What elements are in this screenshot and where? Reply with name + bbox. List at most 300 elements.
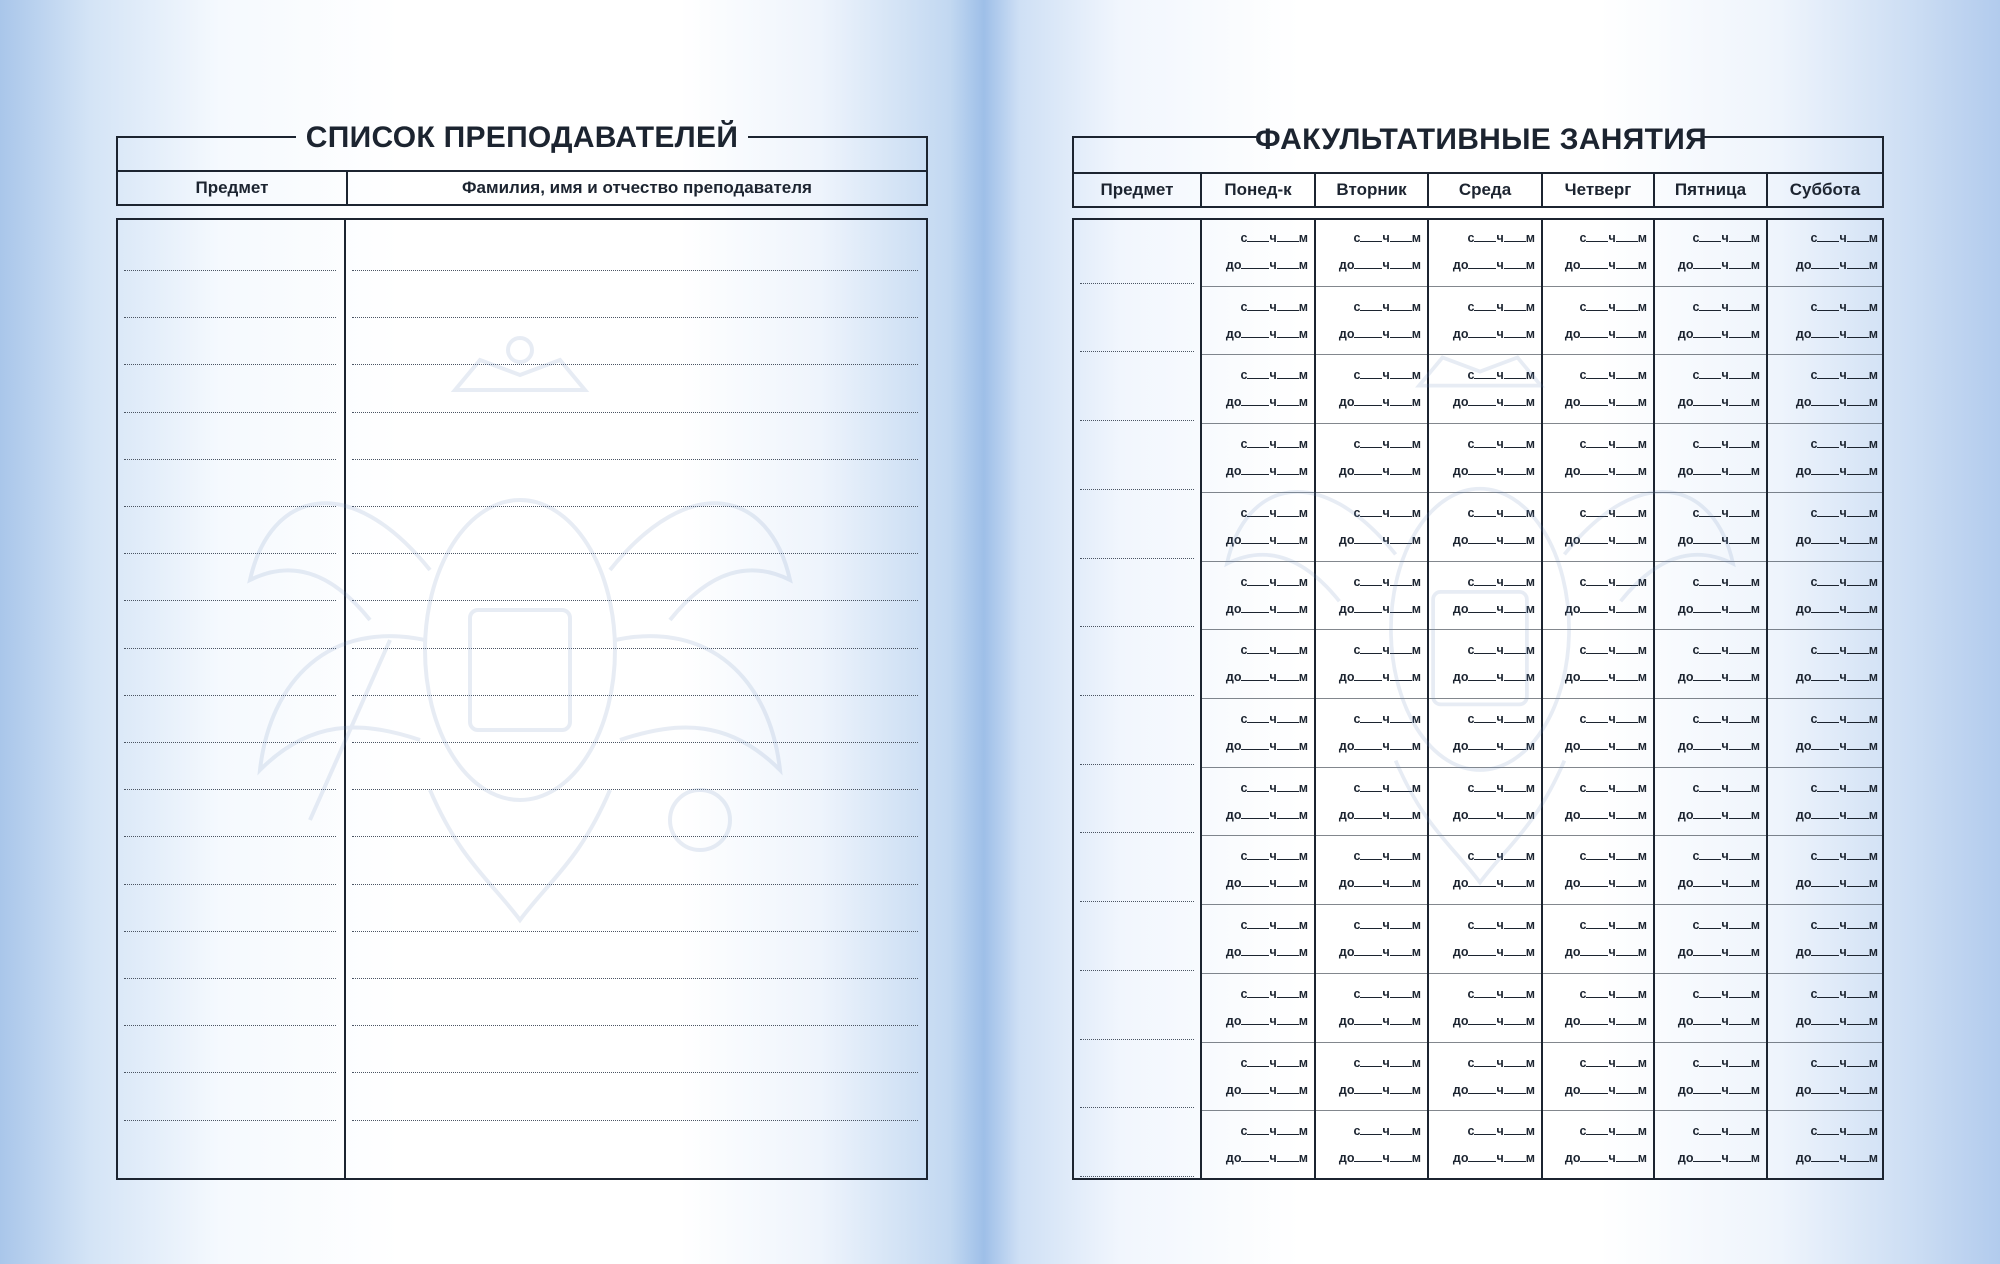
from-prefix: с bbox=[1810, 918, 1818, 932]
time-to-slot[interactable] bbox=[1549, 945, 1647, 959]
time-to-slot[interactable] bbox=[1549, 1151, 1647, 1165]
from-prefix: с bbox=[1579, 1056, 1587, 1070]
hour-abbr: ч bbox=[1839, 575, 1847, 589]
subject-write-line[interactable] bbox=[124, 978, 336, 979]
minute-abbr: м bbox=[1637, 876, 1647, 890]
time-to-slot[interactable] bbox=[1549, 1014, 1647, 1028]
from-prefix: с bbox=[1240, 368, 1248, 382]
minute-abbr: м bbox=[1868, 849, 1878, 863]
time-to-slot[interactable] bbox=[1774, 602, 1878, 616]
time-from-slot[interactable] bbox=[1549, 918, 1647, 932]
hour-abbr: ч bbox=[1496, 533, 1504, 547]
elective-subject-line[interactable] bbox=[1080, 351, 1194, 352]
hour-abbr: ч bbox=[1496, 987, 1504, 1001]
hour-abbr: ч bbox=[1839, 808, 1847, 822]
minute-abbr: м bbox=[1411, 464, 1421, 478]
time-from-slot[interactable] bbox=[1661, 1056, 1760, 1070]
to-prefix: до bbox=[1452, 670, 1469, 684]
to-prefix: до bbox=[1795, 808, 1812, 822]
time-from-slot[interactable] bbox=[1208, 1124, 1308, 1138]
time-to-slot[interactable] bbox=[1208, 1083, 1308, 1097]
to-prefix: до bbox=[1564, 533, 1581, 547]
from-prefix: с bbox=[1579, 712, 1587, 726]
from-prefix: с bbox=[1810, 987, 1818, 1001]
time-from-slot[interactable] bbox=[1435, 918, 1535, 932]
time-to-slot[interactable] bbox=[1549, 1083, 1647, 1097]
time-to-slot[interactable] bbox=[1774, 395, 1878, 409]
hour-abbr: ч bbox=[1839, 739, 1847, 753]
to-prefix: до bbox=[1338, 739, 1355, 753]
from-prefix: с bbox=[1240, 231, 1248, 245]
to-prefix: до bbox=[1225, 739, 1242, 753]
time-to-slot[interactable] bbox=[1774, 945, 1878, 959]
time-to-slot[interactable] bbox=[1661, 1014, 1760, 1028]
header-day: Пятница bbox=[1655, 174, 1768, 206]
time-from-slot[interactable] bbox=[1322, 300, 1421, 314]
to-prefix: до bbox=[1338, 1014, 1355, 1028]
hour-abbr: ч bbox=[1269, 781, 1277, 795]
minute-abbr: м bbox=[1411, 781, 1421, 795]
from-prefix: с bbox=[1353, 437, 1361, 451]
minute-abbr: м bbox=[1868, 575, 1878, 589]
minute-abbr: м bbox=[1411, 506, 1421, 520]
minute-abbr: м bbox=[1298, 1083, 1308, 1097]
hour-abbr: ч bbox=[1496, 876, 1504, 890]
minute-abbr: м bbox=[1525, 876, 1535, 890]
from-prefix: с bbox=[1240, 712, 1248, 726]
from-prefix: с bbox=[1353, 1124, 1361, 1138]
time-to-slot[interactable] bbox=[1549, 258, 1647, 272]
hour-abbr: ч bbox=[1721, 712, 1729, 726]
time-to-slot[interactable] bbox=[1435, 1083, 1535, 1097]
to-prefix: до bbox=[1338, 258, 1355, 272]
from-prefix: с bbox=[1353, 849, 1361, 863]
time-to-slot[interactable] bbox=[1661, 258, 1760, 272]
hour-abbr: ч bbox=[1721, 849, 1729, 863]
minute-abbr: м bbox=[1637, 533, 1647, 547]
hour-abbr: ч bbox=[1608, 945, 1616, 959]
hour-abbr: ч bbox=[1608, 1056, 1616, 1070]
to-prefix: до bbox=[1338, 464, 1355, 478]
to-prefix: до bbox=[1795, 533, 1812, 547]
hour-abbr: ч bbox=[1382, 643, 1390, 657]
minute-abbr: м bbox=[1298, 258, 1308, 272]
minute-abbr: м bbox=[1298, 231, 1308, 245]
minute-abbr: м bbox=[1637, 437, 1647, 451]
hour-abbr: ч bbox=[1721, 643, 1729, 657]
hour-abbr: ч bbox=[1721, 506, 1729, 520]
time-from-slot[interactable] bbox=[1661, 987, 1760, 1001]
from-prefix: с bbox=[1467, 575, 1475, 589]
to-prefix: до bbox=[1452, 464, 1469, 478]
from-prefix: с bbox=[1353, 300, 1361, 314]
time-from-slot[interactable] bbox=[1549, 300, 1647, 314]
minute-abbr: м bbox=[1750, 918, 1760, 932]
time-from-slot[interactable] bbox=[1774, 781, 1878, 795]
to-prefix: до bbox=[1338, 533, 1355, 547]
from-prefix: с bbox=[1579, 300, 1587, 314]
time-to-slot[interactable] bbox=[1322, 945, 1421, 959]
to-prefix: до bbox=[1225, 670, 1242, 684]
time-from-slot[interactable] bbox=[1549, 1056, 1647, 1070]
time-from-slot[interactable] bbox=[1774, 575, 1878, 589]
time-to-slot[interactable] bbox=[1774, 258, 1878, 272]
time-to-slot[interactable] bbox=[1774, 327, 1878, 341]
elective-subject-line[interactable] bbox=[1080, 420, 1194, 421]
hour-abbr: ч bbox=[1721, 1151, 1729, 1165]
to-prefix: до bbox=[1564, 739, 1581, 753]
to-prefix: до bbox=[1795, 1083, 1812, 1097]
hour-abbr: ч bbox=[1269, 437, 1277, 451]
minute-abbr: м bbox=[1298, 849, 1308, 863]
hour-abbr: ч bbox=[1839, 258, 1847, 272]
hour-abbr: ч bbox=[1608, 327, 1616, 341]
time-from-slot[interactable] bbox=[1774, 1124, 1878, 1138]
hour-abbr: ч bbox=[1608, 368, 1616, 382]
from-prefix: с bbox=[1692, 506, 1700, 520]
to-prefix: до bbox=[1338, 395, 1355, 409]
minute-abbr: м bbox=[1411, 876, 1421, 890]
time-to-slot[interactable] bbox=[1774, 464, 1878, 478]
time-to-slot[interactable] bbox=[1322, 1014, 1421, 1028]
elective-subject-line[interactable] bbox=[1080, 1176, 1194, 1177]
minute-abbr: м bbox=[1750, 1151, 1760, 1165]
minute-abbr: м bbox=[1868, 1014, 1878, 1028]
time-to-slot[interactable] bbox=[1661, 1083, 1760, 1097]
time-from-slot[interactable] bbox=[1208, 1056, 1308, 1070]
minute-abbr: м bbox=[1637, 300, 1647, 314]
header-day: Понед-к bbox=[1202, 174, 1316, 206]
minute-abbr: м bbox=[1750, 231, 1760, 245]
from-prefix: с bbox=[1467, 1124, 1475, 1138]
to-prefix: до bbox=[1338, 876, 1355, 890]
to-prefix: до bbox=[1564, 1014, 1581, 1028]
time-from-slot[interactable] bbox=[1549, 1124, 1647, 1138]
minute-abbr: м bbox=[1750, 395, 1760, 409]
minute-abbr: м bbox=[1750, 327, 1760, 341]
time-from-slot[interactable] bbox=[1435, 987, 1535, 1001]
time-from-slot[interactable] bbox=[1774, 506, 1878, 520]
teacher-write-line[interactable] bbox=[352, 1025, 918, 1026]
from-prefix: с bbox=[1240, 300, 1248, 314]
title-rule-right bbox=[748, 136, 928, 138]
time-to-slot[interactable] bbox=[1208, 945, 1308, 959]
teacher-write-line[interactable] bbox=[352, 317, 918, 318]
to-prefix: до bbox=[1795, 1014, 1812, 1028]
to-prefix: до bbox=[1677, 258, 1694, 272]
from-prefix: с bbox=[1467, 712, 1475, 726]
electives-table-header bbox=[1072, 172, 1884, 208]
time-to-slot[interactable] bbox=[1774, 533, 1878, 547]
teachers-list-title: СПИСОК ПРЕПОДАВАТЕЛЕЙ bbox=[305, 121, 739, 154]
hour-abbr: ч bbox=[1496, 395, 1504, 409]
hour-abbr: ч bbox=[1496, 575, 1504, 589]
teacher-write-line[interactable] bbox=[352, 1072, 918, 1073]
hour-abbr: ч bbox=[1496, 712, 1504, 726]
minute-abbr: м bbox=[1750, 987, 1760, 1001]
hour-abbr: ч bbox=[1608, 849, 1616, 863]
elective-subject-line[interactable] bbox=[1080, 1039, 1194, 1040]
minute-abbr: м bbox=[1298, 300, 1308, 314]
minute-abbr: м bbox=[1298, 1151, 1308, 1165]
minute-abbr: м bbox=[1637, 1056, 1647, 1070]
hour-abbr: ч bbox=[1839, 395, 1847, 409]
to-prefix: до bbox=[1677, 533, 1694, 547]
hour-abbr: ч bbox=[1608, 575, 1616, 589]
hour-abbr: ч bbox=[1608, 506, 1616, 520]
to-prefix: до bbox=[1564, 258, 1581, 272]
row-separator bbox=[1200, 973, 1884, 974]
time-from-slot[interactable] bbox=[1322, 231, 1421, 245]
hour-abbr: ч bbox=[1269, 739, 1277, 753]
from-prefix: с bbox=[1353, 575, 1361, 589]
teacher-write-line[interactable] bbox=[352, 1120, 918, 1121]
hour-abbr: ч bbox=[1608, 300, 1616, 314]
time-from-slot[interactable] bbox=[1774, 368, 1878, 382]
hour-abbr: ч bbox=[1496, 231, 1504, 245]
to-prefix: до bbox=[1677, 670, 1694, 684]
time-to-slot[interactable] bbox=[1208, 258, 1308, 272]
header-subject: Предмет bbox=[118, 172, 348, 204]
time-from-slot[interactable] bbox=[1208, 918, 1308, 932]
to-prefix: до bbox=[1225, 1083, 1242, 1097]
time-from-slot[interactable] bbox=[1549, 231, 1647, 245]
time-to-slot[interactable] bbox=[1435, 258, 1535, 272]
hour-abbr: ч bbox=[1382, 1151, 1390, 1165]
from-prefix: с bbox=[1810, 712, 1818, 726]
minute-abbr: м bbox=[1637, 987, 1647, 1001]
minute-abbr: м bbox=[1868, 670, 1878, 684]
hour-abbr: ч bbox=[1608, 670, 1616, 684]
to-prefix: до bbox=[1452, 1151, 1469, 1165]
time-from-slot[interactable] bbox=[1208, 231, 1308, 245]
minute-abbr: м bbox=[1637, 945, 1647, 959]
time-from-slot[interactable] bbox=[1435, 231, 1535, 245]
time-to-slot[interactable] bbox=[1208, 1014, 1308, 1028]
hour-abbr: ч bbox=[1721, 231, 1729, 245]
minute-abbr: м bbox=[1298, 712, 1308, 726]
elective-subject-line[interactable] bbox=[1080, 695, 1194, 696]
to-prefix: до bbox=[1338, 808, 1355, 822]
subject-write-line[interactable] bbox=[124, 270, 336, 271]
from-prefix: с bbox=[1240, 918, 1248, 932]
time-to-slot[interactable] bbox=[1774, 876, 1878, 890]
to-prefix: до bbox=[1225, 602, 1242, 616]
minute-abbr: м bbox=[1298, 575, 1308, 589]
elective-subject-line[interactable] bbox=[1080, 832, 1194, 833]
minute-abbr: м bbox=[1525, 1083, 1535, 1097]
minute-abbr: м bbox=[1637, 327, 1647, 341]
minute-abbr: м bbox=[1868, 300, 1878, 314]
time-to-slot[interactable] bbox=[1774, 670, 1878, 684]
minute-abbr: м bbox=[1525, 327, 1535, 341]
hour-abbr: ч bbox=[1269, 258, 1277, 272]
subject-write-line[interactable] bbox=[124, 1072, 336, 1073]
time-to-slot[interactable] bbox=[1774, 1083, 1878, 1097]
time-from-slot[interactable] bbox=[1322, 918, 1421, 932]
time-to-slot[interactable] bbox=[1322, 258, 1421, 272]
teacher-write-line[interactable] bbox=[352, 978, 918, 979]
minute-abbr: м bbox=[1750, 670, 1760, 684]
from-prefix: с bbox=[1240, 575, 1248, 589]
from-prefix: с bbox=[1353, 506, 1361, 520]
time-from-slot[interactable] bbox=[1322, 1124, 1421, 1138]
time-from-slot[interactable] bbox=[1774, 987, 1878, 1001]
minute-abbr: м bbox=[1750, 876, 1760, 890]
minute-abbr: м bbox=[1637, 231, 1647, 245]
to-prefix: до bbox=[1452, 739, 1469, 753]
title-rule-left bbox=[1072, 136, 1260, 138]
time-from-slot[interactable] bbox=[1774, 643, 1878, 657]
minute-abbr: м bbox=[1868, 739, 1878, 753]
hour-abbr: ч bbox=[1496, 1056, 1504, 1070]
time-from-slot[interactable] bbox=[1208, 987, 1308, 1001]
time-from-slot[interactable] bbox=[1661, 1124, 1760, 1138]
from-prefix: с bbox=[1810, 643, 1818, 657]
hour-abbr: ч bbox=[1382, 918, 1390, 932]
from-prefix: с bbox=[1579, 437, 1587, 451]
time-from-slot[interactable] bbox=[1208, 300, 1308, 314]
minute-abbr: м bbox=[1868, 1124, 1878, 1138]
to-prefix: до bbox=[1677, 1014, 1694, 1028]
hour-abbr: ч bbox=[1269, 506, 1277, 520]
hour-abbr: ч bbox=[1608, 876, 1616, 890]
time-from-slot[interactable] bbox=[1774, 1056, 1878, 1070]
minute-abbr: м bbox=[1525, 808, 1535, 822]
from-prefix: с bbox=[1240, 781, 1248, 795]
hour-abbr: ч bbox=[1839, 781, 1847, 795]
time-from-slot[interactable] bbox=[1774, 231, 1878, 245]
from-prefix: с bbox=[1353, 231, 1361, 245]
from-prefix: с bbox=[1692, 918, 1700, 932]
minute-abbr: м bbox=[1298, 808, 1308, 822]
time-from-slot[interactable] bbox=[1774, 437, 1878, 451]
hour-abbr: ч bbox=[1608, 231, 1616, 245]
time-from-slot[interactable] bbox=[1774, 918, 1878, 932]
subject-write-line[interactable] bbox=[124, 1120, 336, 1121]
minute-abbr: м bbox=[1411, 712, 1421, 726]
subject-write-line[interactable] bbox=[124, 317, 336, 318]
time-to-slot[interactable] bbox=[1208, 1151, 1308, 1165]
hour-abbr: ч bbox=[1382, 739, 1390, 753]
from-prefix: с bbox=[1692, 231, 1700, 245]
time-to-slot[interactable] bbox=[1435, 1151, 1535, 1165]
minute-abbr: м bbox=[1868, 1151, 1878, 1165]
from-prefix: с bbox=[1353, 987, 1361, 1001]
minute-abbr: м bbox=[1868, 602, 1878, 616]
teacher-write-line[interactable] bbox=[352, 270, 918, 271]
hour-abbr: ч bbox=[1721, 533, 1729, 547]
time-to-slot[interactable] bbox=[1774, 808, 1878, 822]
minute-abbr: м bbox=[1525, 464, 1535, 478]
time-from-slot[interactable] bbox=[1435, 1056, 1535, 1070]
time-to-slot[interactable] bbox=[1774, 1014, 1878, 1028]
minute-abbr: м bbox=[1411, 849, 1421, 863]
minute-abbr: м bbox=[1868, 712, 1878, 726]
minute-abbr: м bbox=[1298, 395, 1308, 409]
minute-abbr: м bbox=[1868, 918, 1878, 932]
hour-abbr: ч bbox=[1269, 849, 1277, 863]
time-from-slot[interactable] bbox=[1661, 300, 1760, 314]
to-prefix: до bbox=[1677, 739, 1694, 753]
subject-write-line[interactable] bbox=[124, 1025, 336, 1026]
elective-subject-line[interactable] bbox=[1080, 626, 1194, 627]
from-prefix: с bbox=[1692, 368, 1700, 382]
hour-abbr: ч bbox=[1608, 739, 1616, 753]
time-from-slot[interactable] bbox=[1774, 849, 1878, 863]
from-prefix: с bbox=[1692, 300, 1700, 314]
hour-abbr: ч bbox=[1839, 327, 1847, 341]
hour-abbr: ч bbox=[1721, 987, 1729, 1001]
time-to-slot[interactable] bbox=[1661, 1151, 1760, 1165]
hour-abbr: ч bbox=[1608, 781, 1616, 795]
elective-subject-line[interactable] bbox=[1080, 283, 1194, 284]
minute-abbr: м bbox=[1750, 1014, 1760, 1028]
from-prefix: с bbox=[1810, 506, 1818, 520]
from-prefix: с bbox=[1810, 1124, 1818, 1138]
time-from-slot[interactable] bbox=[1322, 1056, 1421, 1070]
elective-subject-line[interactable] bbox=[1080, 970, 1194, 971]
hour-abbr: ч bbox=[1269, 231, 1277, 245]
to-prefix: до bbox=[1677, 395, 1694, 409]
minute-abbr: м bbox=[1525, 712, 1535, 726]
elective-subject-line[interactable] bbox=[1080, 558, 1194, 559]
to-prefix: до bbox=[1564, 395, 1581, 409]
elective-subject-line[interactable] bbox=[1080, 489, 1194, 490]
time-to-slot[interactable] bbox=[1435, 1014, 1535, 1028]
time-from-slot[interactable] bbox=[1774, 300, 1878, 314]
minute-abbr: м bbox=[1750, 808, 1760, 822]
time-to-slot[interactable] bbox=[1774, 1151, 1878, 1165]
hour-abbr: ч bbox=[1608, 1083, 1616, 1097]
hour-abbr: ч bbox=[1839, 602, 1847, 616]
hour-abbr: ч bbox=[1839, 876, 1847, 890]
minute-abbr: м bbox=[1411, 300, 1421, 314]
elective-subject-line[interactable] bbox=[1080, 764, 1194, 765]
from-prefix: с bbox=[1692, 987, 1700, 1001]
hour-abbr: ч bbox=[1721, 918, 1729, 932]
time-from-slot[interactable] bbox=[1661, 918, 1760, 932]
time-from-slot[interactable] bbox=[1774, 712, 1878, 726]
minute-abbr: м bbox=[1637, 395, 1647, 409]
time-from-slot[interactable] bbox=[1435, 300, 1535, 314]
to-prefix: до bbox=[1225, 945, 1242, 959]
time-to-slot[interactable] bbox=[1322, 1151, 1421, 1165]
minute-abbr: м bbox=[1525, 602, 1535, 616]
from-prefix: с bbox=[1579, 643, 1587, 657]
time-from-slot[interactable] bbox=[1435, 1124, 1535, 1138]
time-to-slot[interactable] bbox=[1774, 739, 1878, 753]
time-from-slot[interactable] bbox=[1322, 987, 1421, 1001]
hour-abbr: ч bbox=[1839, 1124, 1847, 1138]
elective-subject-line[interactable] bbox=[1080, 1107, 1194, 1108]
time-to-slot[interactable] bbox=[1322, 1083, 1421, 1097]
to-prefix: до bbox=[1677, 945, 1694, 959]
time-from-slot[interactable] bbox=[1661, 231, 1760, 245]
minute-abbr: м bbox=[1750, 1124, 1760, 1138]
time-from-slot[interactable] bbox=[1549, 987, 1647, 1001]
elective-subject-line[interactable] bbox=[1080, 901, 1194, 902]
time-to-slot[interactable] bbox=[1435, 945, 1535, 959]
hour-abbr: ч bbox=[1608, 987, 1616, 1001]
hour-abbr: ч bbox=[1721, 602, 1729, 616]
time-to-slot[interactable] bbox=[1661, 945, 1760, 959]
hour-abbr: ч bbox=[1496, 327, 1504, 341]
to-prefix: до bbox=[1338, 945, 1355, 959]
minute-abbr: м bbox=[1298, 876, 1308, 890]
to-prefix: до bbox=[1677, 876, 1694, 890]
from-prefix: с bbox=[1810, 781, 1818, 795]
